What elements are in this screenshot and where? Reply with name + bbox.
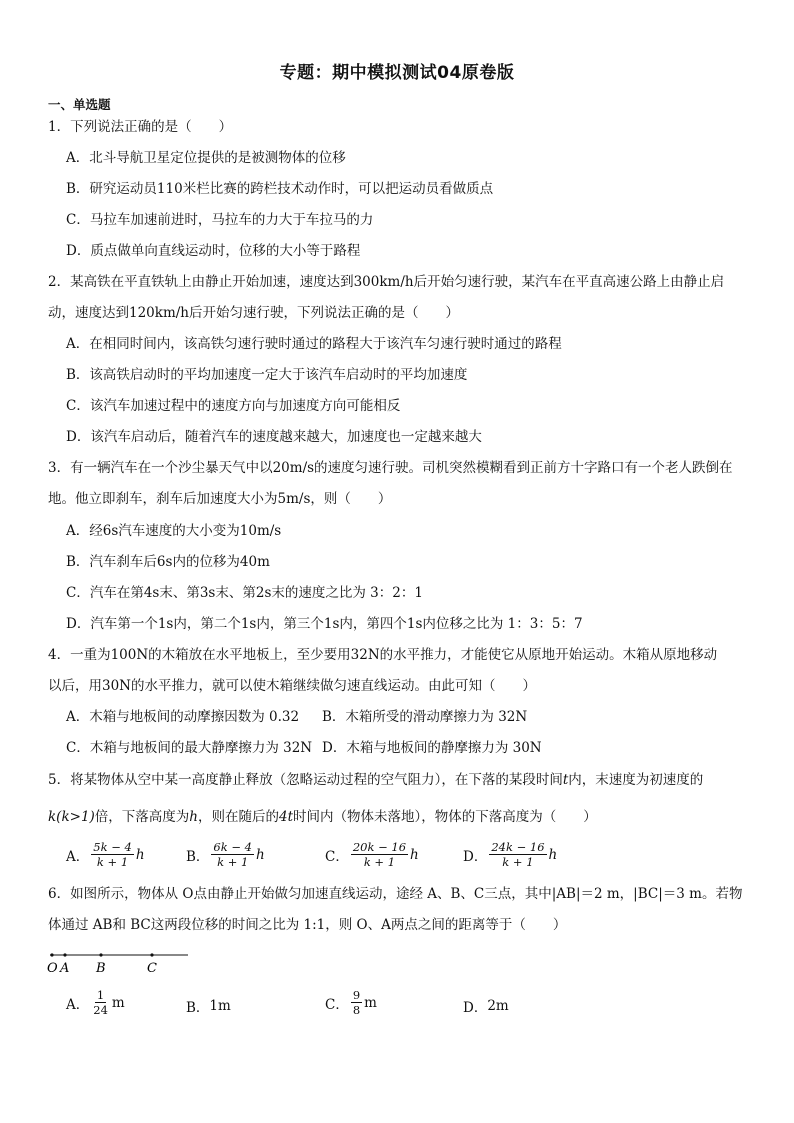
fraction-denominator: k + 1	[363, 855, 396, 869]
question-5-stem-part: 5．将某物体从空中某一高度静止释放（忽略运动过程的空气阻力），在下落的某段时间	[48, 772, 563, 788]
unit-m: m	[364, 994, 377, 1011]
motion-line-figure	[44, 945, 194, 979]
variable-4t: 4t	[279, 809, 294, 825]
question-5-stem-line1	[48, 770, 703, 790]
question-5-option-a	[66, 840, 145, 869]
page-title: 专题：期中模拟测试04原卷版	[279, 63, 515, 83]
fraction-denominator: k + 1	[502, 855, 534, 869]
fraction-denominator: k + 1	[217, 855, 249, 869]
option-label: D．	[463, 1000, 488, 1016]
question-2-stem-line2: 动，速度达到120km/h后开始匀速行驶，下列说法正确的是（ ）	[48, 305, 459, 321]
option-value: 2m	[487, 998, 509, 1014]
question-5-option-c	[325, 840, 419, 869]
variable-h: h	[548, 846, 558, 863]
question-5-stem-line2	[48, 807, 597, 827]
variable-h: h	[255, 846, 265, 863]
question-4-option-d: D．木箱与地板间的静摩擦力为 30N	[322, 740, 542, 756]
option-label: D．	[463, 848, 488, 865]
fraction-denominator: 8	[352, 1003, 361, 1017]
point-a-label: A	[60, 961, 70, 976]
question-6-option-c	[325, 988, 377, 1017]
question-3-stem-line1: 3．有一辆汽车在一个沙尘暴天气中以20m/s的速度匀速行驶。司机突然模糊看到正前方十字路口有一个老人跌倒在	[48, 460, 733, 476]
question-6-option-a	[66, 988, 125, 1017]
question-1-option-d: D．质点做单向直线运动时，位移的大小等于路程	[66, 243, 361, 259]
point-b-dot	[99, 953, 102, 956]
question-2-stem-line1: 2．某高铁在平直铁轨上由静止开始加速，速度达到300km/h后开始匀速行驶，某汽车在平直高速公路上由静止启	[48, 274, 725, 290]
point-o-label: O	[47, 961, 58, 976]
option-label: A．	[66, 848, 90, 865]
variable-t: t	[562, 772, 569, 788]
fraction-numerator: 24k − 16	[491, 840, 545, 854]
question-3-stem-line2: 地。他立即刹车，刹车后加速度大小为5m/s，则（ ）	[48, 491, 392, 507]
variable-h: h	[410, 846, 419, 863]
question-1-option-a: A．北斗导航卫星定位提供的是被测物体的位移	[66, 150, 346, 166]
point-c-dot	[150, 953, 153, 956]
question-5-stem-part: 时间内（物体未落地），物体的下落高度为（ ）	[293, 809, 597, 825]
option-label: B．	[186, 1000, 210, 1016]
fraction	[351, 840, 408, 869]
option-value: 1m	[209, 998, 231, 1014]
fraction-numerator: 1	[96, 988, 105, 1002]
fraction-numerator: 6k − 4	[213, 840, 252, 854]
section-heading: 一、单选题	[48, 97, 111, 112]
option-label: C．	[325, 996, 349, 1013]
question-2-option-d: D．该汽车启动后，随着汽车的速度越来越大，加速度也一定越来越大	[66, 429, 482, 445]
fraction-numerator: 9	[352, 988, 361, 1002]
question-2-option-b: B．该高铁启动时的平均加速度一定大于该汽车启动时的平均加速度	[66, 367, 468, 383]
question-6-stem-line1: 6．如图所示，物体从 O点由静止开始做匀加速直线运动，途经 A、B、C三点，其中|AB|＝2 m，|BC|＝3 m。若物	[48, 886, 743, 902]
fraction-denominator: k + 1	[96, 855, 129, 869]
question-4-option-b: B．木箱所受的滑动摩擦力为 32N	[322, 709, 528, 725]
fraction	[489, 840, 546, 869]
question-5-stem-part: 内，末速度为初速度的	[568, 772, 704, 788]
point-c-label: C	[147, 961, 157, 976]
question-2-option-a: A．在相同时间内，该高铁匀速行驶时通过的路程大于该汽车匀速行驶时通过的路程	[66, 336, 562, 352]
question-6-option-d	[463, 996, 509, 1016]
question-5-option-d	[463, 840, 557, 869]
question-5-stem-part: ，则在随后的	[198, 809, 279, 825]
question-1-option-c: C．马拉车加速前进时，马拉车的力大于车拉马的力	[66, 212, 374, 228]
question-1-stem: 1．下列说法正确的是（ ）	[48, 119, 233, 135]
question-5-stem-part: 倍，下落高度为	[94, 809, 190, 825]
point-a-dot	[63, 953, 66, 956]
point-o-dot	[50, 953, 53, 956]
fraction-numerator: 5k − 4	[93, 840, 132, 854]
fraction	[351, 988, 362, 1017]
question-5-option-b	[186, 840, 265, 869]
fraction-numerator: 20k − 16	[352, 840, 407, 854]
option-label: C．	[325, 848, 349, 865]
question-3-option-d: D．汽车第一个1s内，第二个1s内，第三个1s内，第四个1s内位移之比为 1：3：5：7	[66, 616, 583, 632]
question-4-stem-line2: 以后，用30N的水平推力，就可以使木箱继续做匀速直线运动。由此可知（ ）	[48, 678, 536, 694]
fraction	[91, 840, 134, 869]
question-4-stem-line1: 4．一重为100N的木箱放在水平地板上，至少要用32N的水平推力，才能使它从原地开始运动。木箱从原地移动	[48, 647, 718, 663]
fraction	[91, 988, 110, 1017]
variable-h: h	[135, 846, 145, 863]
question-4-option-c: C．木箱与地板间的最大静摩擦力为 32N	[66, 740, 313, 756]
option-label: B．	[186, 848, 210, 865]
variable-k-condition: k(k>1)	[48, 809, 95, 825]
unit-m: m	[111, 994, 125, 1011]
variable-h: h	[189, 809, 198, 825]
question-4-option-a: A．木箱与地板间的动摩擦因数为 0.32	[66, 709, 300, 725]
question-3-option-b: B．汽车刹车后6s内的位移为40m	[66, 554, 270, 570]
question-2-option-c: C．该汽车加速过程中的速度方向与加速度方向可能相反	[66, 398, 401, 414]
fraction	[211, 840, 254, 869]
question-3-option-a: A．经6s汽车速度的大小变为10m/s	[66, 523, 282, 539]
question-1-option-b: B．研究运动员110米栏比赛的跨栏技术动作时，可以把运动员看做质点	[66, 181, 494, 197]
point-b-label: B	[96, 961, 106, 976]
question-6-option-b	[186, 996, 231, 1016]
question-3-option-c: C．汽车在第4s末、第3s末、第2s末的速度之比为 3：2：1	[66, 585, 423, 601]
question-6-stem-line2: 体通过 AB和 BC这两段位移的时间之比为 1:1，则 O、A两点之间的距离等于（ ）	[48, 917, 567, 933]
fraction-denominator: 24	[93, 1003, 108, 1017]
option-label: A．	[66, 996, 90, 1013]
